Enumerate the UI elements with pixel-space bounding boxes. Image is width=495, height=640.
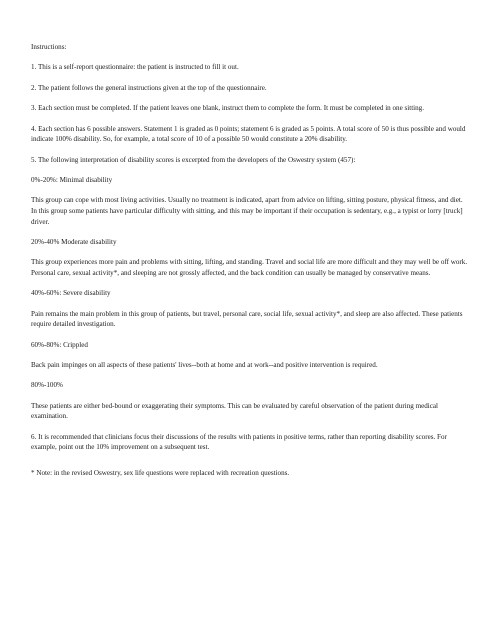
instruction-item-2: 2. The patient follows the general instructions given at the top of the questionnaire. bbox=[31, 83, 267, 92]
instruction-item-3: 3. Each section must be completed. If the patient leaves one blank, instruct them to complete the form. It must be completed in one sitting. bbox=[31, 104, 425, 113]
category-description-bed-bound: These patients are either bed-bound or exaggerating their symptoms. This can be evaluated by careful observation of the patient during medical examination. bbox=[31, 401, 439, 421]
category-description-minimal: This group can cope with most living activities. Usually no treatment is indicated, apart from advice on lifting, sitting posture, physical fitness, and diet. In this group some patients have particular difficulty with sitting, and this may be important if their occupation is sedentary, e.g., a typist or lorry [truck] driver. bbox=[31, 196, 463, 226]
category-description-crippled: Back pain impinges on all aspects of these patients' lives--both at home and at work--and positive intervention is required. bbox=[31, 361, 378, 370]
category-range-minimal: 0%-20%: Minimal disability bbox=[31, 175, 113, 184]
instructions-heading: Instructions: bbox=[31, 43, 67, 51]
category-range-moderate: 20%-40% Moderate disability bbox=[31, 237, 117, 246]
category-range-severe: 40%-60%: Severe disability bbox=[31, 289, 111, 298]
instruction-item-5: 5. The following interpretation of disability scores is excerpted from the developers of the Oswestry system (457): bbox=[31, 155, 356, 164]
category-description-moderate: This group experiences more pain and problems with sitting, lifting, and standing. Travel and social life are more difficult and they may well be off work. Personal care, sexual activity*, and sleeping are not grossly affected, and the back condition can usually be managed by conservative means. bbox=[31, 258, 468, 277]
category-range-crippled: 60%-80%: Crippled bbox=[31, 340, 88, 349]
category-range-bed-bound: 80%-100% bbox=[31, 381, 63, 390]
instruction-item-1: 1. This is a self-report questionnaire: the patient is instructed to fill it out. bbox=[31, 63, 239, 72]
document-body bbox=[31, 42, 468, 488]
instruction-item-4: 4. Each section has 6 possible answers. Statement 1 is graded as 0 points; statement 6 is graded as 5 points. A total score of 50 is thus possible and would indicate 100% disability. So, for example, a total score of 10 of a possible 50 would constitute a 20% disability. bbox=[31, 124, 466, 144]
footnote: * Note: in the revised Oswestry, sex life questions were replaced with recreation questions. bbox=[31, 469, 290, 477]
category-description-severe: Pain remains the main problem in this group of patients, but travel, personal care, social life, sexual activity*, and sleep are also affected. These patients require detailed investigation. bbox=[31, 309, 463, 329]
instruction-item-6: 6. It is recommended that clinicians focus their discussions of the results with patients in positive terms, rather than reporting disability scores. For example, point out the 10% improvement on a subsequent test. bbox=[31, 432, 447, 452]
